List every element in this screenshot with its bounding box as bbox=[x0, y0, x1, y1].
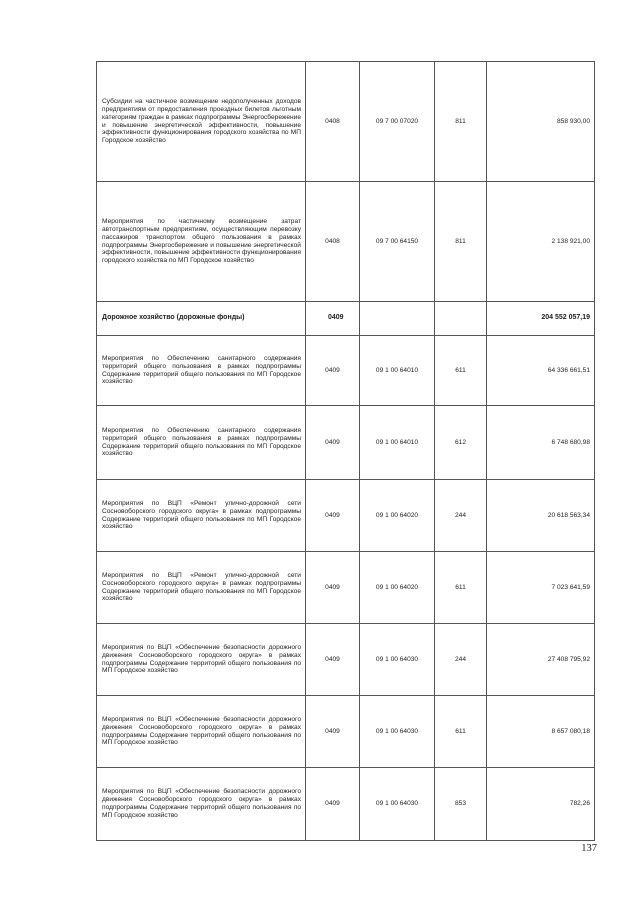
row-description: Мероприятия по ВЦП «Ремонт улично-дорожной сети Сосновоборского городского округа» в рамках подпрограммы Содержание территорий общего пользования по МП Городское хозяйство bbox=[97, 552, 306, 624]
expense-type-code: 811 bbox=[435, 62, 487, 182]
table-row-section-total bbox=[97, 302, 595, 336]
amount: 20 618 563,34 bbox=[487, 480, 595, 552]
amount: 204 552 057,19 bbox=[487, 302, 595, 336]
amount: 27 408 795,92 bbox=[487, 624, 595, 696]
section-code: 0409 bbox=[306, 768, 360, 841]
amount: 2 138 921,00 bbox=[487, 182, 595, 302]
budget-table bbox=[96, 61, 595, 841]
amount: 7 023 641,59 bbox=[487, 552, 595, 624]
table-row bbox=[97, 62, 595, 182]
section-code: 0409 bbox=[306, 624, 360, 696]
expense-type-code: 611 bbox=[435, 336, 487, 406]
table-row bbox=[97, 480, 595, 552]
table-row bbox=[97, 336, 595, 406]
target-article-code: 09 7 00 07020 bbox=[360, 62, 435, 182]
expense-type-code bbox=[435, 302, 487, 336]
table-row bbox=[97, 624, 595, 696]
amount: 64 336 661,51 bbox=[487, 336, 595, 406]
section-code: 0409 bbox=[306, 552, 360, 624]
section-code: 0409 bbox=[306, 696, 360, 768]
page-number: 137 bbox=[581, 843, 597, 854]
target-article-code: 09 1 00 64030 bbox=[360, 696, 435, 768]
table-row bbox=[97, 406, 595, 480]
table-row bbox=[97, 182, 595, 302]
target-article-code: 09 1 00 64020 bbox=[360, 480, 435, 552]
expense-type-code: 611 bbox=[435, 552, 487, 624]
row-description: Мероприятия по ВЦП «Ремонт улично-дорожной сети Сосновоборского городского округа» в рамках подпрограммы Содержание территорий общего пользования по МП Городское хозяйство bbox=[97, 480, 306, 552]
row-description: Мероприятия по ВЦП «Обеспечение безопасности дорожного движения Сосновоборского городского округа» в рамках подпрограммы Содержание территорий общего пользования по МП Городское хозяйство bbox=[97, 768, 306, 841]
row-description: Мероприятия по частичному возмещение затрат автотранспортным предприятиям, осуществляющим перевозку пассажиров транспортом общего пользования в рамках подпрограммы Энергосбережение и повышение энергетической эффективности, повышение эффективности функционирования городского хозяйства по МП Городское хозяйство bbox=[97, 182, 306, 302]
row-description: Дорожное хозяйство (дорожные фонды) bbox=[97, 302, 306, 336]
table-row bbox=[97, 552, 595, 624]
target-article-code: 09 1 00 64030 bbox=[360, 624, 435, 696]
expense-type-code: 612 bbox=[435, 406, 487, 480]
amount: 858 930,00 bbox=[487, 62, 595, 182]
table-row bbox=[97, 696, 595, 768]
row-description: Субсидии на частичное возмещение недополученных доходов предприятиям от предоставления проездных билетов льготным категориям граждан в рамках подпрограммы Энергосбережение и повышение энергетической эффективности, повышение эффективности функционирования городского хозяйства по МП Городское хозяйство bbox=[97, 62, 306, 182]
target-article-code: 09 7 00 64150 bbox=[360, 182, 435, 302]
target-article-code: 09 1 00 64010 bbox=[360, 406, 435, 480]
row-description: Мероприятия по Обеспечению санитарного содержания территорий общего пользования в рамках подпрограммы Содержание территорий общего пользования по МП Городское хозяйство bbox=[97, 406, 306, 480]
expense-type-code: 611 bbox=[435, 696, 487, 768]
row-description: Мероприятия по Обеспечению санитарного содержания территорий общего пользования в рамках подпрограммы Содержание территорий общего пользования по МП Городское хозяйство bbox=[97, 336, 306, 406]
section-code: 0408 bbox=[306, 182, 360, 302]
amount: 6 748 680,98 bbox=[487, 406, 595, 480]
section-code: 0409 bbox=[306, 480, 360, 552]
expense-type-code: 811 bbox=[435, 182, 487, 302]
expense-type-code: 853 bbox=[435, 768, 487, 841]
row-description: Мероприятия по ВЦП «Обеспечение безопасности дорожного движения Сосновоборского городского округа» в рамках подпрограммы Содержание территорий общего пользования по МП Городское хозяйство bbox=[97, 624, 306, 696]
table-row bbox=[97, 768, 595, 841]
section-code: 0409 bbox=[306, 302, 360, 336]
row-description: Мероприятия по ВЦП «Обеспечение безопасности дорожного движения Сосновоборского городского округа» в рамках подпрограммы Содержание территорий общего пользования по МП Городское хозяйство bbox=[97, 696, 306, 768]
amount: 8 657 080,18 bbox=[487, 696, 595, 768]
section-code: 0409 bbox=[306, 406, 360, 480]
target-article-code: 09 1 00 64020 bbox=[360, 552, 435, 624]
section-code: 0409 bbox=[306, 336, 360, 406]
section-code: 0408 bbox=[306, 62, 360, 182]
expense-type-code: 244 bbox=[435, 480, 487, 552]
target-article-code: 09 1 00 64030 bbox=[360, 768, 435, 841]
amount: 782,26 bbox=[487, 768, 595, 841]
target-article-code bbox=[360, 302, 435, 336]
expense-type-code: 244 bbox=[435, 624, 487, 696]
target-article-code: 09 1 00 64010 bbox=[360, 336, 435, 406]
